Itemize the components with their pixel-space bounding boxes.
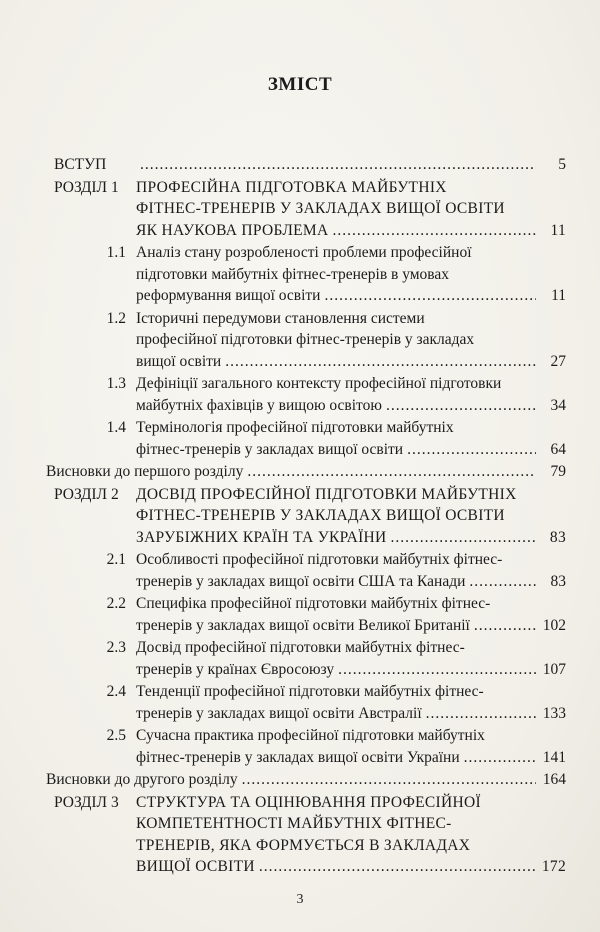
toc-entry: [44, 308, 566, 373]
toc-title-line: ТРЕНЕРІВ, ЯКА ФОРМУЄТЬСЯ В ЗАКЛАДАХ: [136, 836, 471, 854]
toc-title-line: тренерів у закладах вищої освіти Великої Британії: [136, 616, 470, 634]
toc-title-line: підготовки майбутніх фітнес-тренерів в умовах: [136, 265, 450, 283]
toc-page-number: 107: [542, 660, 566, 678]
toc-section-number: 2.3: [106, 639, 126, 656]
toc-title-last-line: [136, 439, 566, 461]
toc-title-line: Специфіка професійної підготовки майбутніх фітнес-: [136, 595, 491, 612]
toc-title-line: ФІТНЕС-ТРЕНЕРІВ У ЗАКЛАДАХ ВИЩОЇ ОСВІТИ: [136, 507, 505, 524]
toc-title-last-line: [136, 395, 566, 417]
toc-title-line: Історичні передумови становлення системи: [136, 309, 425, 327]
toc-entry: [44, 725, 566, 768]
toc-title-line: тренерів у закладах вищої освіти США та Канади: [136, 572, 466, 590]
toc-entry-title: [136, 308, 566, 373]
dot-leader: [426, 703, 536, 725]
dot-leader: [324, 285, 536, 307]
dot-leader: [338, 659, 536, 681]
toc-entry-title: [136, 637, 566, 680]
toc-title-last-line: [136, 571, 566, 593]
toc-title-last-line: [46, 461, 566, 483]
toc-entry: [44, 461, 566, 483]
toc-title-line: Аналіз стану розробленості проблеми професійної: [136, 244, 472, 261]
dot-leader: [333, 220, 537, 242]
dot-leader: [247, 461, 536, 483]
toc-section-number: 2.1: [106, 551, 126, 568]
dot-leader: [259, 856, 536, 878]
toc-title-line: професійної підготовки фітнес-тренерів у закладах: [136, 331, 475, 348]
toc-page-number: 27: [550, 352, 566, 370]
toc-entry: [44, 637, 566, 680]
dot-leader: [407, 439, 536, 461]
toc-entry-title: [44, 461, 566, 483]
toc-section-number: 1.1: [106, 244, 126, 261]
toc-entry-title: [136, 484, 566, 549]
toc-entry-title: [136, 417, 566, 460]
toc-title-line: Дефініції загального контексту професійної підготовки: [136, 375, 502, 392]
toc-page-number: 172: [541, 858, 566, 875]
toc-entry-title: [136, 373, 566, 416]
toc-entry: [44, 792, 566, 878]
toc-title-last-line: [136, 747, 566, 769]
toc-title-line: вищої освіти: [136, 352, 222, 370]
toc-title-line: фітнес-тренерів у закладах вищої освіти України: [136, 748, 460, 766]
toc-page-number: 79: [550, 463, 566, 480]
toc-entry-title: [136, 154, 566, 176]
toc-page-number: 34: [550, 396, 566, 414]
toc-title-last-line: [136, 703, 566, 725]
toc-title-line: ЗАРУБІЖНИХ КРАЇН ТА УКРАЇНИ: [136, 528, 387, 546]
toc-entry: [44, 154, 566, 176]
page-number: 3: [296, 892, 304, 907]
toc-title-line: ФІТНЕС-ТРЕНЕРІВ У ЗАКЛАДАХ ВИЩОЇ ОСВІТИ: [136, 200, 505, 217]
toc-page-number: 83: [550, 572, 566, 590]
toc-entry-title: [136, 593, 566, 636]
toc-title-line: Досвід професійної підготовки майбутніх фітнес-: [136, 639, 465, 656]
toc-entry-title: [136, 549, 566, 592]
toc-title-last-line: [136, 351, 566, 373]
toc-title-last-line: [136, 615, 566, 637]
toc-entry-title: [136, 242, 566, 307]
dot-leader: [469, 571, 536, 593]
toc-chapter-label: ВСТУП: [54, 156, 107, 173]
toc-section-number: 1.3: [106, 375, 126, 392]
toc-chapter-label: РОЗДІЛ 1: [54, 178, 119, 196]
toc-title-last-line: [136, 856, 566, 878]
toc-section-number: 2.5: [106, 727, 126, 744]
toc-page-number: 133: [542, 704, 566, 722]
toc-title-last-line: [136, 285, 566, 307]
toc-title-last-line: [136, 527, 566, 549]
page-title: ЗМІСТ: [267, 74, 333, 95]
toc-entry: [44, 417, 566, 460]
toc-entry: [44, 593, 566, 636]
toc-title-line: ЯК НАУКОВА ПРОБЛЕМА: [136, 221, 329, 239]
toc-title-line: Термінологія професійної підготовки майбутніх: [136, 419, 454, 436]
toc-title-line: ПРОФЕСІЙНА ПІДГОТОВКА МАЙБУТНІХ: [136, 178, 447, 196]
toc-title-line: фітнес-тренерів у закладах вищої освіти: [136, 440, 404, 458]
dot-leader: [242, 769, 536, 791]
toc-title-line: майбутніх фахівців у вищою освітою: [136, 396, 382, 414]
toc-entry: [44, 242, 566, 307]
toc-title-line: реформування вищої освіти: [136, 287, 321, 304]
toc-entry: [44, 681, 566, 724]
toc-page-number: 102: [542, 616, 566, 634]
dot-leader: [474, 615, 536, 637]
toc-page-number: 164: [542, 771, 566, 788]
dot-leader: [391, 527, 536, 549]
dot-leader: [386, 395, 536, 417]
dot-leader: [464, 747, 536, 769]
toc-title-line: тренерів у країнах Євросоюзу: [136, 660, 335, 678]
toc-entry: [44, 484, 566, 549]
toc-title-line: Тенденції професійної підготовки майбутніх фітнес-: [136, 683, 484, 700]
toc-title-last-line: [136, 220, 566, 242]
toc-chapter-label: РОЗДІЛ 3: [54, 793, 119, 811]
toc-section-number: 2.2: [106, 595, 126, 612]
toc-title-last-line: [136, 154, 566, 176]
toc-chapter-label: РОЗДІЛ 2: [54, 485, 119, 503]
toc-entry-title: [136, 725, 566, 768]
toc-title-line: ВИЩОЇ ОСВІТИ: [136, 858, 255, 875]
toc-title-line: Висновки до другого розділу: [46, 771, 238, 788]
dot-leader: [225, 351, 536, 373]
table-of-contents: [44, 154, 566, 879]
toc-entry-title: [136, 681, 566, 724]
toc-title-line: Висновки до першого розділу: [46, 463, 244, 480]
toc-entry-title: [44, 769, 566, 791]
toc-entry: [44, 769, 566, 791]
toc-title-line: Сучасна практика професійної підготовки майбутніх: [136, 727, 485, 744]
toc-entry: [44, 177, 566, 242]
toc-page-number: 5: [558, 156, 566, 173]
toc-page-number: 11: [550, 221, 566, 239]
toc-section-number: 2.4: [106, 683, 126, 700]
toc-page-number: 11: [551, 287, 566, 304]
toc-section-number: 1.2: [106, 309, 126, 327]
toc-title-line: СТРУКТУРА ТА ОЦІНЮВАННЯ ПРОФЕСІЙНОЇ: [136, 793, 481, 811]
toc-page-number: 64: [550, 440, 566, 458]
dot-leader: [140, 154, 536, 176]
toc-entry: [44, 373, 566, 416]
toc-title-line: ДОСВІД ПРОФЕСІЙНОЇ ПІДГОТОВКИ МАЙБУТНІХ: [136, 485, 517, 503]
toc-title-last-line: [136, 659, 566, 681]
toc-entry-title: [136, 792, 566, 878]
toc-title-line: Особливості професійної підготовки майбутніх фітнес-: [136, 551, 503, 568]
toc-title-last-line: [46, 769, 566, 791]
toc-section-number: 1.4: [106, 419, 126, 436]
toc-entry-title: [136, 177, 566, 242]
toc-title-line: КОМПЕТЕНТНОСТІ МАЙБУТНІХ ФІТНЕС-: [136, 815, 452, 832]
toc-title-line: тренерів у закладах вищої освіти Австралії: [136, 704, 422, 722]
toc-page-number: 83: [549, 528, 566, 546]
toc-page-number: 141: [542, 748, 566, 766]
toc-entry: [44, 549, 566, 592]
